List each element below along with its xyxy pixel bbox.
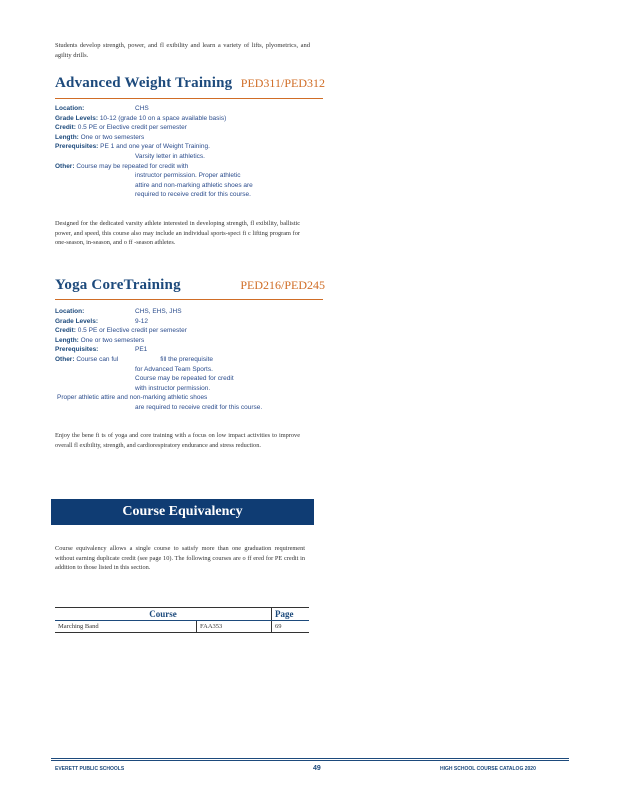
length-value: One or two semesters [80, 133, 145, 141]
row-course-name: Marching Band [55, 621, 197, 633]
credit-value: 0.5 PE or Elective credit per semester [77, 327, 187, 335]
page-number: 49 [313, 765, 321, 772]
other-value: Course can ful [76, 355, 119, 363]
other-value-cont: attire and non-marking athletic shoes are [135, 181, 253, 189]
length-label: Length: [55, 133, 79, 141]
other-value-cont: are required to receive credit for this course. [135, 403, 263, 411]
equivalency-heading: Course Equivalency [122, 504, 243, 519]
course-details [55, 307, 315, 413]
col-header-course: Course [55, 608, 272, 621]
course-details [55, 104, 315, 200]
prereq-label: Prerequisites: [55, 346, 99, 354]
col-header-page: Page [272, 608, 310, 621]
other-value-cont: for Advanced Team Sports. [135, 365, 213, 373]
equivalency-table [55, 607, 309, 633]
credit-value: 0.5 PE or Elective credit per semester [77, 124, 187, 132]
prereq-value: PE1 [135, 346, 148, 354]
other-label: Other: [55, 355, 75, 363]
course-code: PED216/PED245 [240, 278, 325, 292]
grade-value: 10-12 (grade 10 on a space available basis) [99, 114, 227, 122]
other-value-cont: instructor permission. Proper athletic [135, 172, 241, 180]
prereq-value: PE 1 and one year of Weight Training. [100, 143, 210, 151]
course-header-advanced-weight [55, 75, 325, 92]
credit-label: Credit: [55, 327, 76, 335]
footer-catalog: HIGH SCHOOL COURSE CATALOG 2020 [440, 766, 536, 772]
footer-rule [51, 758, 569, 759]
location-value: CHS [135, 105, 149, 112]
course-title: Yoga CoreTraining [55, 277, 181, 293]
course-header-yoga [55, 277, 325, 294]
other-label: Other: [55, 162, 75, 170]
other-value-cont: Course may be repeated for credit [135, 375, 234, 383]
course-code: PED311/PED312 [240, 76, 325, 90]
other-value-cont: fill the prerequisite [160, 355, 213, 363]
course-title: Advanced Weight Training [55, 75, 233, 91]
other-value-cont: required to receive credit for this course. [135, 191, 251, 199]
prereq-label: Prerequisites: [55, 143, 99, 151]
grade-label: Grade Levels: [55, 317, 98, 325]
grade-value: 9-12 [135, 317, 149, 325]
grade-label: Grade Levels: [55, 114, 98, 122]
other-value-cont: with instructor permission. [135, 384, 211, 392]
equivalency-banner [51, 499, 314, 525]
location-value: CHS, EHS, JHS [135, 308, 182, 315]
footer-district: EVERETT PUBLIC SCHOOLS [55, 766, 125, 772]
course-description: Enjoy the bene fi ts of yoga and core training with a focus on low impact activities to improve overall fl exibility, strength, and cardiorespiratory endurance and stress reduction. [55, 432, 300, 449]
title-rule [55, 98, 323, 99]
other-value: Course may be repeated for credit with [76, 162, 189, 170]
length-value: One or two semesters [80, 336, 145, 344]
course-description: Designed for the dedicated varsity athlete interested in developing strength, fl exibility, ballistic power, and speed, this course also may include an individual sports-speci fi c lifting program for one-season, in-season, and o ff -season athletes. [55, 220, 300, 247]
title-rule [55, 299, 323, 300]
credit-label: Credit: [55, 124, 76, 132]
equivalency-text: Course equivalency allows a single course to satisfy more than one graduation requirement without earning duplicate credit (see page 10). The following courses are o ff ered for PE credit in addition to those listed in this section. [55, 545, 305, 572]
location-label: Location: [55, 308, 85, 315]
footer-rule [51, 760, 569, 761]
row-course-code: FAA353 [197, 621, 272, 633]
prereq-value-cont: Varsity letter in athletics. [135, 152, 205, 160]
table-row [55, 621, 309, 633]
length-label: Length: [55, 336, 79, 344]
location-label: Location: [55, 105, 85, 112]
row-page: 69 [272, 621, 310, 633]
other-value-cont: Proper athletic attire and non-marking athletic shoes [57, 394, 208, 402]
intro-paragraph: Students develop strength, power, and fl exibility and learn a variety of lifts, plyometrics, and agility drills. [55, 42, 310, 59]
